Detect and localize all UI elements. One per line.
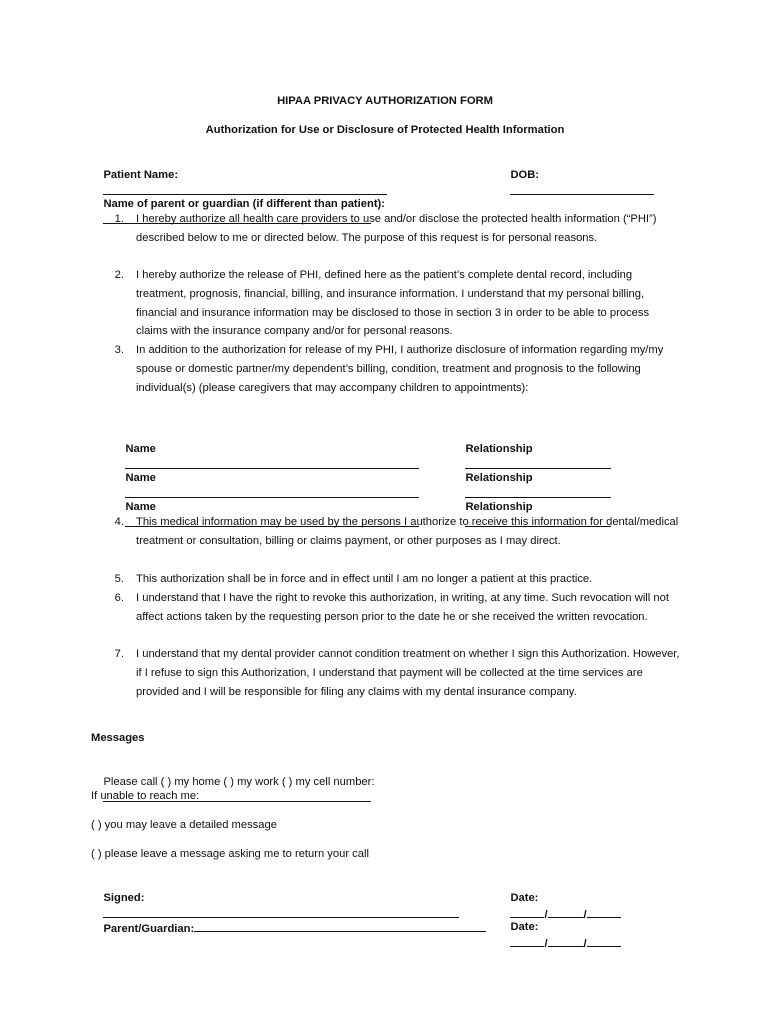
item-number: 6. [114,592,124,604]
item-text: I hereby authorize all health care providers to use and/or disclose the protected health information (“PHI”) described below to me or directed below. The purpose of this request is for personal reasons. [136,213,657,244]
form-title: HIPAA PRIVACY AUTHORIZATION FORM [277,95,493,107]
dob-label: DOB: [510,169,540,181]
date-separator: / [544,909,548,921]
signed-label: Signed: [103,892,145,904]
date-label: Date: [510,921,539,933]
date-month-field[interactable] [510,935,544,947]
date-day-field[interactable] [548,935,584,947]
item-number: 5. [114,573,124,585]
relationship-label: Relationship [465,443,533,455]
date-separator: / [583,938,587,950]
patient-name-label: Patient Name: [103,169,179,181]
item-text: I understand that my dental provider cannot condition treatment on whether I sign this Authorization. However, if I refuse to sign this Authorization, I understand that payment will be collected at the time services are provided and I will be responsible for filing any claims with my dental insurance company. [136,648,680,698]
return-call-option[interactable]: ( ) please leave a message asking me to return your call [91,848,369,860]
parent-guardian-label: Parent/Guardian: [103,923,195,935]
date-separator: / [544,938,548,950]
contact-name-label: Name [125,443,156,455]
dob-row [498,153,654,215]
item-text: In addition to the authorization for release of my PHI, I authorize disclosure of information regarding my/my spouse or domestic partner/my dependent’s billing, condition, treatment and prognosis to the following individual(s) (please caregivers that may accompany children to appointments): [136,344,664,394]
guardian-date-row [498,905,621,967]
guardian-label: Name of parent or guardian (if different than patient): [103,198,385,210]
item-number: 2. [114,269,124,281]
relationship-label: Relationship [465,501,533,513]
item-text: This medical information may be used by the persons I authorize to receive this information for dental/medical treatment or consultation, billing or claims payment, or other purposes as I may direct. [136,516,679,547]
item-text: I hereby authorize the release of PHI, defined here as the patient’s complete dental record, including treatment, prognosis, financial, billing, and insurance information. I understand that my personal billing, financial and insurance information may be disclosed to those in section 3 in order to be able to process claims with the insurance company and/or for personal reasons. [136,269,650,338]
relationship-label: Relationship [465,472,533,484]
unable-text: If unable to reach me: [91,790,200,802]
date-separator: / [583,909,587,921]
item-text: This authorization shall be in force and in effect until I am no longer a patient at this practice. [136,573,593,585]
item-number: 7. [114,648,124,660]
dob-field[interactable] [510,183,654,195]
contact-name-label: Name [125,501,156,513]
messages-heading: Messages [91,732,145,744]
date-year-field[interactable] [587,935,621,947]
date-label: Date: [510,892,539,904]
item-number: 4. [114,516,124,528]
call-preference-text: Please call ( ) my home ( ) my work ( ) my cell number: [103,776,375,788]
item-text: I understand that I have the right to revoke this authorization, in writing, at any time. Such revocation will not affect actions taken by the requesting person prior to the date he or she received the written revocation. [136,592,669,623]
form-subtitle: Authorization for Use or Disclosure of Protected Health Information [205,124,565,136]
contact-name-label: Name [125,472,156,484]
guardian-signature-field[interactable] [194,920,486,932]
item-number: 3. [114,344,124,356]
detailed-message-option[interactable]: ( ) you may leave a detailed message [91,819,277,831]
guardian-signature-row [91,905,486,952]
item-number: 1. [114,213,124,225]
